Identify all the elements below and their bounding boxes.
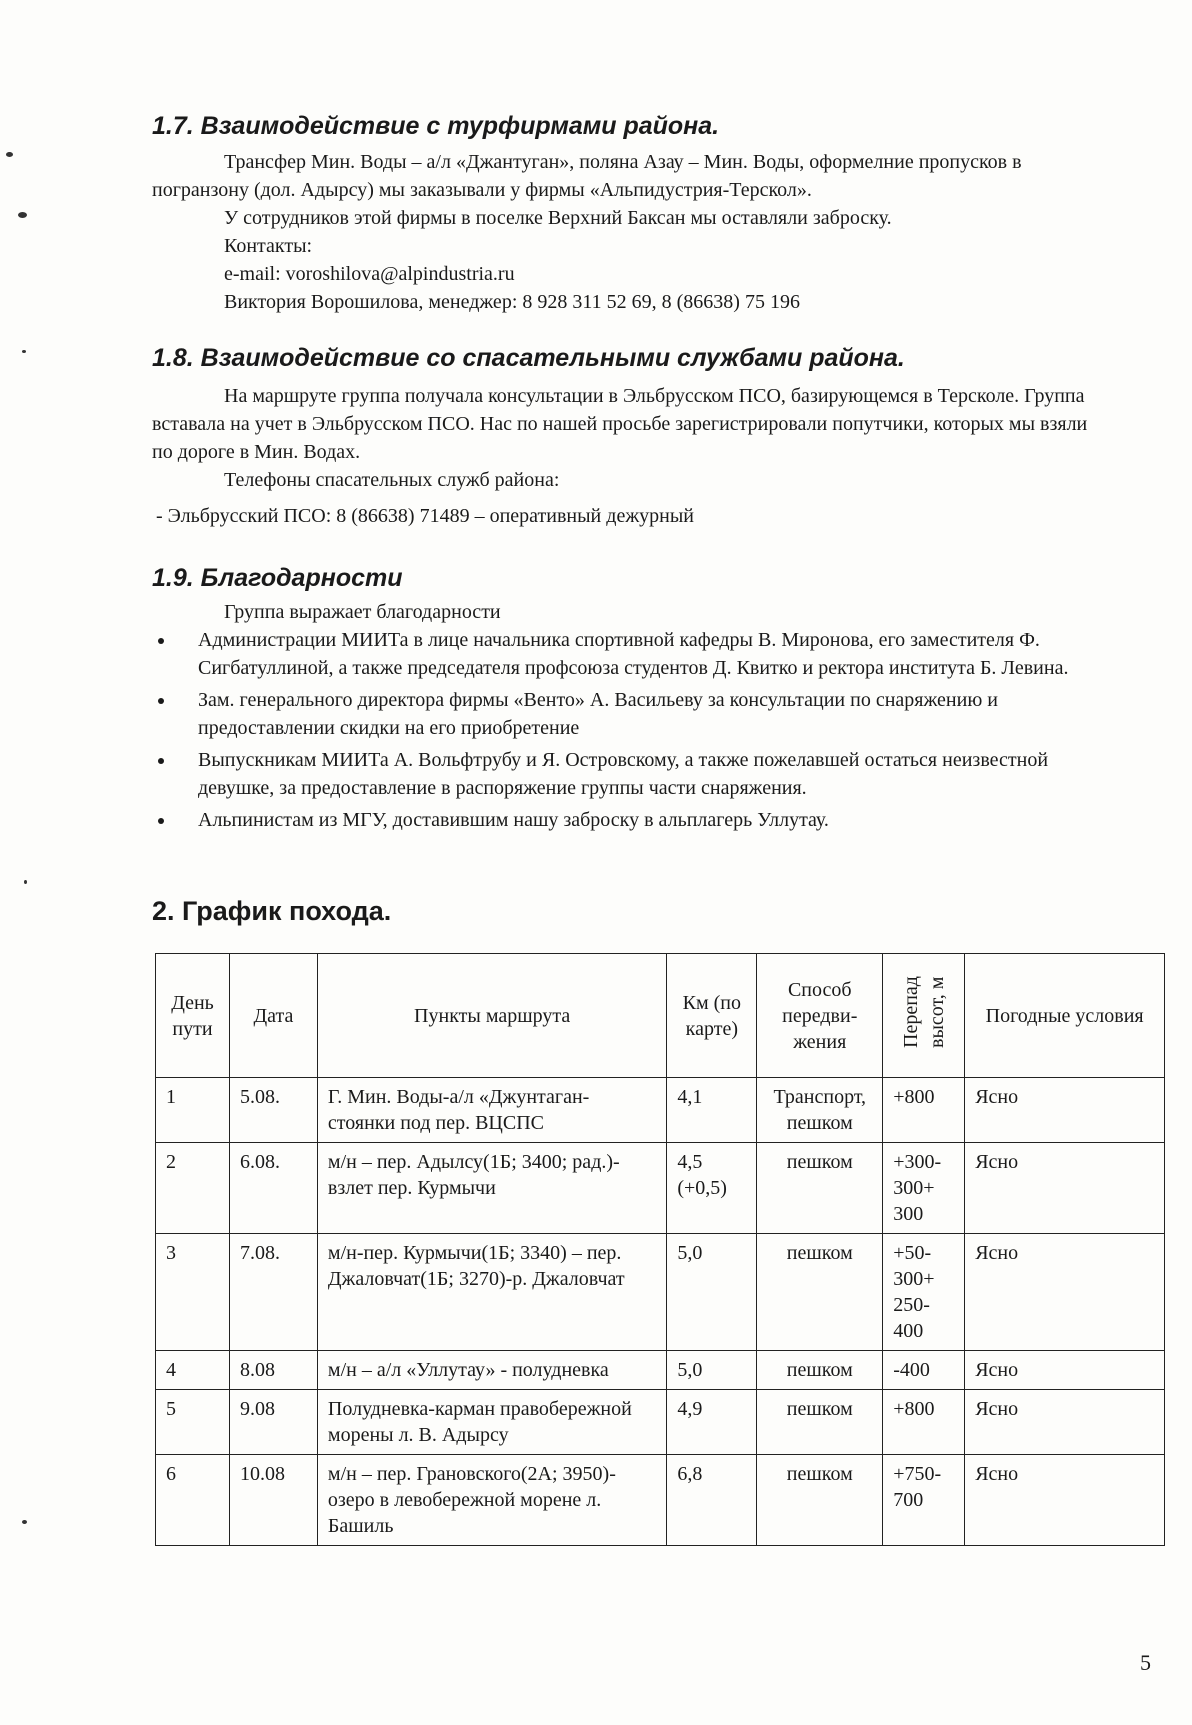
cell-weather: Ясно bbox=[965, 1078, 1165, 1143]
section-body-1-9 bbox=[152, 598, 1112, 838]
rescue-phone-line: - Эльбрусский ПСО: 8 (86638) 71489 – оперативный дежурный bbox=[156, 505, 694, 527]
cell-weather: Ясно bbox=[965, 1143, 1165, 1234]
section-heading-1-9: 1.9. Благодарности bbox=[152, 564, 403, 592]
scan-speck bbox=[24, 880, 27, 884]
cell-km: 5,0 bbox=[667, 1351, 757, 1390]
section-body-1-7 bbox=[152, 148, 1112, 316]
column-header-mode: Способ передви-жения bbox=[757, 954, 883, 1078]
cell-elevation: +750-700 bbox=[883, 1455, 965, 1546]
scan-speck bbox=[6, 152, 13, 157]
cell-elevation: -400 bbox=[883, 1351, 965, 1390]
cell-mode: Транспорт, пешком bbox=[757, 1078, 883, 1143]
cell-route: Г. Мин. Воды-а/л «Джунтаган-стоянки под пер. ВЦСПС bbox=[317, 1078, 666, 1143]
table-header-row bbox=[156, 954, 1165, 1078]
table-row bbox=[156, 1078, 1165, 1143]
cell-day: 1 bbox=[156, 1078, 230, 1143]
schedule-table bbox=[155, 953, 1165, 1546]
cell-date: 6.08. bbox=[229, 1143, 317, 1234]
column-header-km: Км (по карте) bbox=[667, 954, 757, 1078]
cell-elevation: +800 bbox=[883, 1078, 965, 1143]
section-heading-1-8: 1.8. Взаимодействие со спасательными службами района. bbox=[152, 344, 905, 372]
table-row bbox=[156, 1143, 1165, 1234]
cell-km: 6,8 bbox=[667, 1455, 757, 1546]
list-item: Зам. генерального директора фирмы «Венто» А. Васильеву за консультации по снаряжению и предоставлении скидки на его приобретение bbox=[152, 686, 1112, 742]
contact-manager: Виктория Ворошилова, менеджер: 8 928 311 52 69, 8 (86638) 75 196 bbox=[224, 291, 800, 313]
cell-km: 5,0 bbox=[667, 1234, 757, 1351]
cell-weather: Ясно bbox=[965, 1390, 1165, 1455]
cell-date: 8.08 bbox=[229, 1351, 317, 1390]
list-item: Выпускникам МИИТа А. Вольфтрубу и Я. Островскому, а также пожелавшей остаться неизвестной девушке, за предоставление в распоряжение группы части снаряжения. bbox=[152, 746, 1112, 802]
cell-elevation: +50-300+ 250-400 bbox=[883, 1234, 965, 1351]
paragraph: Трансфер Мин. Воды – а/л «Джантуган», поляна Азау – Мин. Воды, оформелние пропусков в погранзону (дол. Адырсу) мы заказывали у фирмы «Альпидустрия-Терскол». bbox=[152, 151, 1022, 201]
column-header-elevation bbox=[883, 954, 965, 1078]
paragraph: На маршруте группа получала консультации в Эльбрусском ПСО, базирующемся в Терсколе. Группа вставала на учет в Эльбрусском ПСО. Нас по нашей просьбе зарегистрировали попутчики, которых мы взяли по дороге в Мин. Водах. bbox=[152, 385, 1088, 463]
cell-route: м/н – а/л «Уллутау» - полудневка bbox=[317, 1351, 666, 1390]
cell-mode: пешком bbox=[757, 1390, 883, 1455]
section-heading-1-7: 1.7. Взаимодействие с турфирмами района. bbox=[152, 112, 720, 140]
scan-speck bbox=[22, 350, 26, 353]
cell-elevation: +300-300+ 300 bbox=[883, 1143, 965, 1234]
cell-route: Полудневка-карман правобережной морены л. В. Адырсу bbox=[317, 1390, 666, 1455]
cell-route: м/н-пер. Курмычи(1Б; 3340) – пер. Джаловчат(1Б; 3270)-р. Джаловчат bbox=[317, 1234, 666, 1351]
list-item: Альпинистам из МГУ, доставившим нашу заброску в альплагерь Уллутау. bbox=[152, 806, 1112, 834]
paragraph: Телефоны спасательных служб района: bbox=[224, 469, 560, 491]
contact-email: e-mail: voroshilova@alpindustria.ru bbox=[224, 263, 515, 285]
column-header-weather: Погодные условия bbox=[965, 954, 1165, 1078]
cell-day: 4 bbox=[156, 1351, 230, 1390]
table-row bbox=[156, 1455, 1165, 1546]
cell-km: 4,9 bbox=[667, 1390, 757, 1455]
cell-km: 4,1 bbox=[667, 1078, 757, 1143]
column-header-elevation-text: Перепад высот, м bbox=[899, 976, 948, 1048]
cell-day: 5 bbox=[156, 1390, 230, 1455]
cell-mode: пешком bbox=[757, 1143, 883, 1234]
scan-speck bbox=[22, 1520, 27, 1524]
column-header-date: Дата bbox=[229, 954, 317, 1078]
cell-day: 2 bbox=[156, 1143, 230, 1234]
cell-date: 10.08 bbox=[229, 1455, 317, 1546]
cell-km: 4,5 (+0,5) bbox=[667, 1143, 757, 1234]
cell-route: м/н – пер. Адылсу(1Б; 3400; рад.)- взлет пер. Курмычи bbox=[317, 1143, 666, 1234]
cell-mode: пешком bbox=[757, 1234, 883, 1351]
table-row bbox=[156, 1234, 1165, 1351]
cell-route: м/н – пер. Грановского(2А; 3950)-озеро в левобережной морене л. Башиль bbox=[317, 1455, 666, 1546]
cell-date: 5.08. bbox=[229, 1078, 317, 1143]
scan-speck bbox=[18, 212, 27, 218]
paragraph: У сотрудников этой фирмы в поселке Верхний Баксан мы оставляли заброску. bbox=[224, 207, 892, 229]
contacts-label: Контакты: bbox=[224, 235, 313, 257]
section-body-1-8 bbox=[152, 382, 1112, 494]
table-row bbox=[156, 1390, 1165, 1455]
cell-date: 7.08. bbox=[229, 1234, 317, 1351]
cell-elevation: +800 bbox=[883, 1390, 965, 1455]
cell-weather: Ясно bbox=[965, 1351, 1165, 1390]
cell-day: 6 bbox=[156, 1455, 230, 1546]
page-number: 5 bbox=[1140, 1650, 1151, 1675]
cell-day: 3 bbox=[156, 1234, 230, 1351]
cell-date: 9.08 bbox=[229, 1390, 317, 1455]
thanks-intro: Группа выражает благодарности bbox=[224, 601, 501, 623]
table-row bbox=[156, 1351, 1165, 1390]
schedule-heading: 2. График похода. bbox=[152, 896, 392, 926]
list-item: Администрации МИИТа в лице начальника спортивной кафедры В. Миронова, его заместителя Ф. Сигбатуллиной, а также председателя профсоюза студентов Д. Квитко и ректора института Б. Левина. bbox=[152, 626, 1112, 682]
cell-weather: Ясно bbox=[965, 1455, 1165, 1546]
thanks-list bbox=[152, 626, 1112, 834]
column-header-day: День пути bbox=[156, 954, 230, 1078]
cell-mode: пешком bbox=[757, 1351, 883, 1390]
cell-weather: Ясно bbox=[965, 1234, 1165, 1351]
cell-mode: пешком bbox=[757, 1455, 883, 1546]
column-header-route: Пункты маршрута bbox=[317, 954, 666, 1078]
